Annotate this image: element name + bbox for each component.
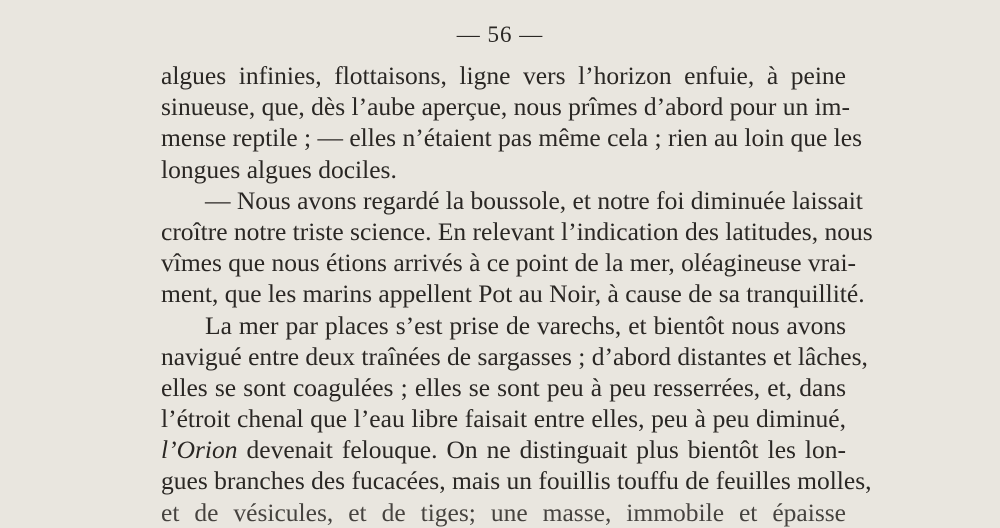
- text-line-with-ship-name: [161, 434, 846, 465]
- text-line: mense reptile ; — elles n’étaient pas même cela ; rien au loin que les: [161, 123, 862, 153]
- text-line: gues branches des fucacées, mais un fouillis touffu de feuilles molles,: [161, 466, 872, 496]
- paragraph-start-line: La mer par places s’est prise de varechs, et bientôt nous avons: [205, 310, 846, 340]
- truncated-text-line: et de vésicules, et de tiges; une masse, immobile et épaisse: [161, 497, 846, 527]
- text-line: vîmes que nous étions arrivés à ce point de la mer, oléagineuse vrai-: [161, 248, 857, 278]
- text-line: sinueuse, que, dès l’aube aperçue, nous prîmes d’abord pour un im-: [161, 92, 851, 122]
- text-line: croître notre triste science. En relevant l’indication des latitudes, nous: [161, 216, 873, 246]
- text-line: navigué entre deux traînées de sargasses ; d’abord distantes et lâches,: [161, 341, 868, 371]
- text-line: longues algues dociles.: [161, 154, 397, 184]
- text-line: l’étroit chenal que l’eau libre faisait entre elles, peu à peu diminué,: [161, 404, 846, 434]
- text-line: elles se sont coagulées ; elles se sont peu à peu resserrées, et, dans: [161, 372, 846, 402]
- body-text: [161, 60, 873, 527]
- paragraph-start-line: — Nous avons regardé la boussole, et notre foi diminuée laissait: [205, 185, 863, 215]
- text-line-remainder: devenait felouque. On ne distinguait plus bientôt les lon-: [246, 435, 847, 465]
- text-line: algues infinies, flottaisons, ligne vers l’horizon enfuie, à peine: [161, 61, 846, 90]
- page-number: — 56 —: [456, 22, 544, 47]
- text-line: ment, que les marins appellent Pot au Noir, à cause de sa tranquillité.: [161, 279, 865, 309]
- ship-name: l’Orion: [161, 435, 238, 465]
